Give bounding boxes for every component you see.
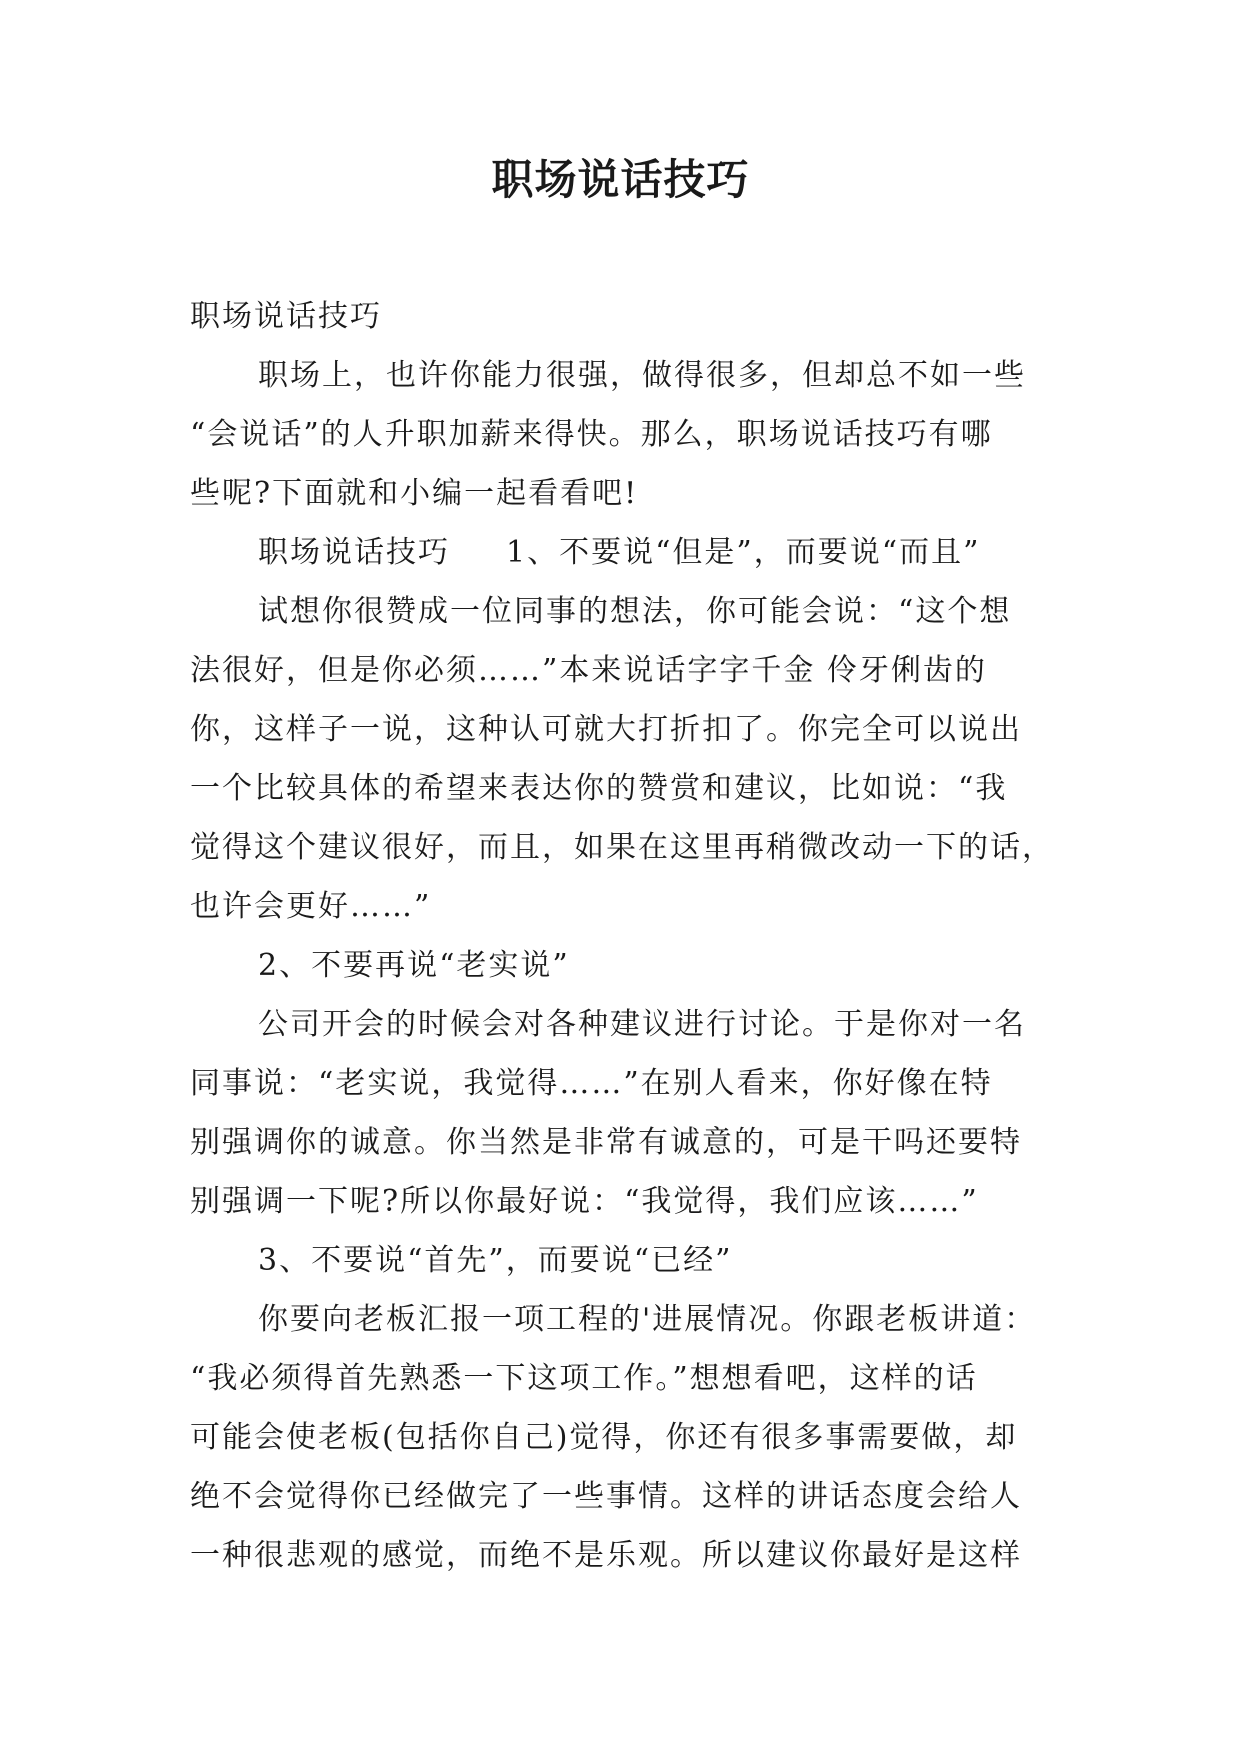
- tip-heading: 1、不要说“但是”，而要说“而且”: [506, 535, 981, 570]
- paragraph-line: 职场上，也许你能力很强，做得很多，但却总不如一些: [258, 358, 1026, 393]
- paragraph-line: 别强调你的诚意。你当然是非常有诚意的，可是干吗还要特: [190, 1125, 1022, 1160]
- paragraph-line: 些呢?下面就和小编一起看看吧!: [190, 476, 639, 511]
- tip-lead-label: 职场说话技巧: [258, 535, 450, 570]
- tip-heading: 3、不要说“首先”，而要说“已经”: [258, 1243, 733, 1278]
- document-body: [190, 287, 1070, 1585]
- paragraph-line: 公司开会的时候会对各种建议进行讨论。于是你对一名: [258, 1007, 1026, 1042]
- tip-heading-line: [190, 523, 1070, 582]
- paragraph-line: 一个比较具体的希望来表达你的赞赏和建议，比如说：“我: [190, 771, 1008, 806]
- paragraph-line: 你，这样子一说，这种认可就大打折扣了。你完全可以说出: [190, 712, 1022, 747]
- paragraph-line: 可能会使老板(包括你自己)觉得，你还有很多事需要做，却: [190, 1420, 1018, 1455]
- paragraph-line: 别强调一下呢?所以你最好说：“我觉得，我们应该……”: [190, 1184, 979, 1219]
- paragraph-line: 一种很悲观的感觉，而绝不是乐观。所以建议你最好是这样: [190, 1538, 1022, 1573]
- tip-heading: 2、不要再说“老实说”: [258, 948, 570, 983]
- paragraph-line: 也许会更好……”: [190, 889, 432, 924]
- paragraph-line: 法很好，但是你必须……”本来说话字字千金 伶牙俐齿的: [190, 653, 987, 688]
- paragraph-line: 试想你很赞成一位同事的想法，你可能会说：“这个想: [258, 594, 1012, 629]
- paragraph-line: 同事说：“老实说，我觉得……”在别人看来，你好像在特: [190, 1066, 993, 1101]
- paragraph-line: “我必须得首先熟悉一下这项工作。”想想看吧，这样的话: [190, 1361, 978, 1396]
- section-subtitle: 职场说话技巧: [190, 299, 382, 334]
- paragraph-line: “会说话”的人升职加薪来得快。那么，职场说话技巧有哪: [190, 417, 993, 452]
- document-title: 职场说话技巧: [491, 155, 750, 204]
- paragraph-line: 觉得这个建议很好，而且，如果在这里再稍微改动一下的话，: [190, 830, 1054, 865]
- paragraph-line: 你要向老板汇报一项工程的'进展情况。你跟老板讲道：: [258, 1302, 1037, 1337]
- paragraph-line: 绝不会觉得你已经做完了一些事情。这样的讲话态度会给人: [190, 1479, 1022, 1514]
